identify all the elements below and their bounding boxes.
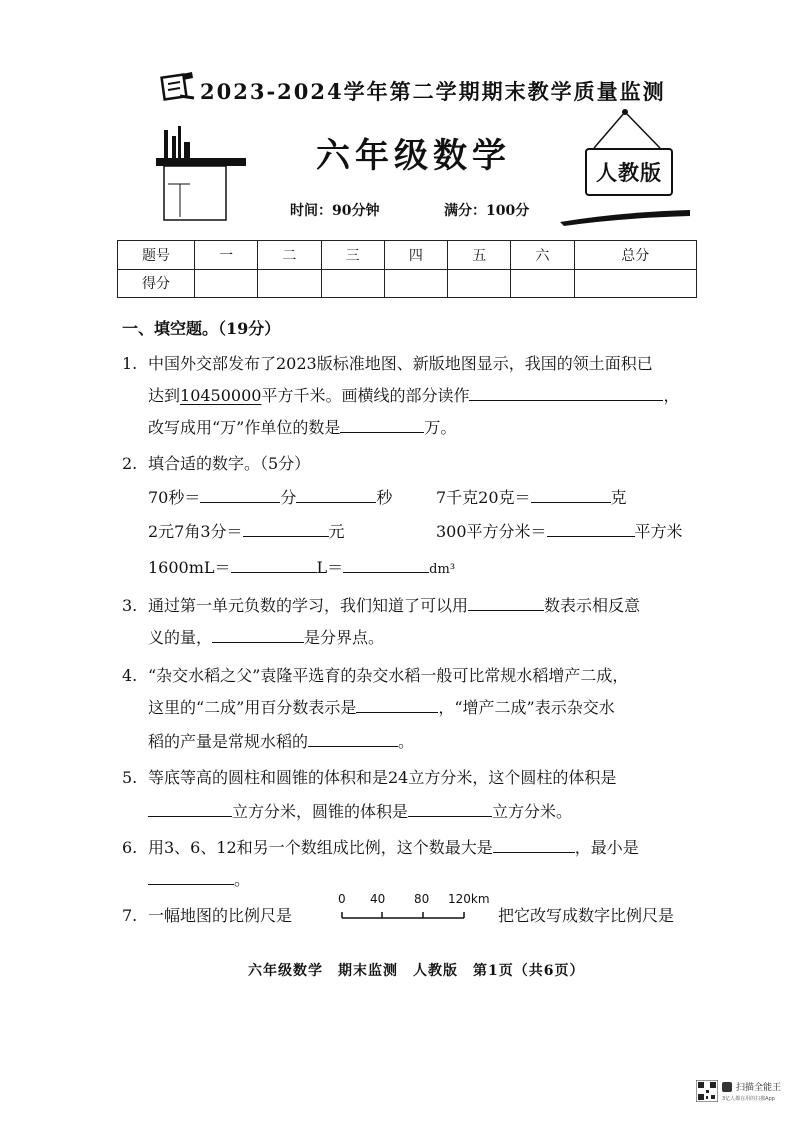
- question-text: [148, 726, 414, 758]
- answer-blank[interactable]: [308, 726, 398, 747]
- answer-blank[interactable]: [296, 482, 376, 503]
- text-fragment: L＝: [316, 558, 344, 577]
- text-fragment: 改写成用“万”作单位的数是: [148, 418, 341, 437]
- answer-blank[interactable]: [408, 796, 492, 817]
- text-fragment: 义的量，: [148, 628, 213, 647]
- text-fragment: 1600mL＝: [148, 558, 231, 577]
- scale-tick-label: 40: [370, 892, 386, 906]
- row-label-question-number: 题号: [118, 241, 195, 270]
- text-fragment: 这里的“二成”用百分数表示是: [148, 698, 357, 717]
- text-fragment: 平方千米。画横线的部分读作: [261, 386, 470, 405]
- score-cell[interactable]: [321, 269, 384, 298]
- text-fragment: 。: [398, 732, 415, 751]
- scale-ruler-line: [334, 908, 494, 922]
- answer-blank[interactable]: [469, 380, 663, 401]
- scale-tick-label: 0: [338, 892, 346, 906]
- text-fragment: 2元7角3分＝: [148, 522, 243, 541]
- column-header: 三: [321, 241, 384, 270]
- question-number: 4.: [122, 666, 138, 685]
- question-text: 中国外交部发布了2023版标准地图、新版地图显示，我国的领土面积已: [148, 354, 653, 373]
- score-cell[interactable]: [574, 269, 696, 298]
- question-text: 一幅地图的比例尺是: [148, 906, 293, 925]
- question-number: 1.: [122, 354, 138, 373]
- watermark-brand: 扫描全能王: [736, 1083, 782, 1093]
- score-cell[interactable]: [511, 269, 574, 298]
- answer-blank[interactable]: [148, 864, 234, 885]
- text-fragment: ，“增产二成”表示杂交水: [438, 698, 615, 717]
- question-number: 3.: [122, 596, 138, 615]
- line-scale-bar: [334, 892, 494, 926]
- score-cell[interactable]: [195, 269, 258, 298]
- subject-title: 六年级数学: [316, 136, 511, 176]
- text-fragment: 平方米: [634, 522, 683, 541]
- text-fragment: 达到: [148, 386, 181, 405]
- scale-tick-label: 80: [414, 892, 430, 906]
- text-fragment: 万。: [424, 418, 457, 437]
- question-text: [148, 552, 455, 586]
- question-number: 7.: [122, 906, 138, 925]
- table-row: [118, 269, 697, 298]
- answer-blank[interactable]: [468, 590, 544, 611]
- notebook-pencil-icon: [160, 70, 196, 102]
- answer-blank[interactable]: [531, 482, 611, 503]
- question-text: [148, 516, 345, 548]
- column-header: 二: [258, 241, 321, 270]
- page-footer: 六年级数学 期末监测 人教版 第1页（共6页）: [248, 963, 585, 979]
- column-header: 总分: [574, 241, 696, 270]
- text-fragment: 分: [280, 488, 297, 507]
- text-fragment: 立方分米，圆锥的体积是: [232, 802, 409, 821]
- score-table: [117, 240, 697, 298]
- answer-blank[interactable]: [212, 622, 304, 643]
- question-text: [148, 412, 456, 444]
- text-fragment: 7千克20克＝: [436, 488, 531, 507]
- column-header: 四: [384, 241, 447, 270]
- section-heading: 一、填空题。（19分）: [122, 319, 281, 338]
- text-fragment: 300平方分米＝: [436, 522, 547, 541]
- row-label-score: 得分: [118, 269, 195, 298]
- question-text: [148, 482, 392, 514]
- text-fragment: ，最小是: [574, 838, 639, 857]
- question-text: [436, 482, 627, 514]
- text-fragment: 元: [328, 522, 345, 541]
- question-number: 6.: [122, 838, 138, 857]
- question-text: [148, 864, 250, 896]
- text-fragment: 70秒＝: [148, 488, 201, 507]
- full-score: 满分：100分: [444, 203, 530, 219]
- question-text: [148, 796, 572, 828]
- text-fragment: 数表示相反意: [544, 596, 641, 615]
- question-text: [436, 516, 683, 548]
- answer-blank[interactable]: [493, 832, 575, 853]
- text-fragment: ，: [663, 386, 680, 405]
- text-fragment: dm³: [429, 562, 456, 577]
- exam-title: 2023-2024学年第二学期期末教学质量监测: [200, 79, 666, 104]
- question-text: [148, 380, 679, 412]
- text-fragment: 秒: [376, 488, 393, 507]
- column-header: 五: [448, 241, 511, 270]
- question-text: 填合适的数字。（5分）: [148, 454, 311, 473]
- decorative-swoosh: [560, 208, 690, 226]
- answer-blank[interactable]: [200, 482, 280, 503]
- text-fragment: 用3、6、12和另一个数组成比例，这个数最大是: [148, 838, 493, 857]
- question-number: 2.: [122, 454, 138, 473]
- question-text: 等底等高的圆柱和圆锥的体积和是24立方分米，这个圆柱的体积是: [148, 768, 617, 787]
- edition-badge: 人教版: [585, 148, 673, 196]
- score-cell[interactable]: [258, 269, 321, 298]
- answer-blank[interactable]: [148, 796, 232, 817]
- score-cell[interactable]: [448, 269, 511, 298]
- answer-blank[interactable]: [547, 516, 635, 537]
- question-number: 5.: [122, 768, 138, 787]
- score-cell[interactable]: [384, 269, 447, 298]
- exam-time: 时间：90分钟: [290, 203, 380, 219]
- text-fragment: 通过第一单元负数的学习，我们知道了可以用: [148, 596, 469, 615]
- text-fragment: 。: [234, 870, 251, 889]
- question-text: [148, 692, 615, 724]
- table-row: [118, 241, 697, 270]
- watermark-subtext: 3亿人都在用的扫描App: [722, 1096, 775, 1102]
- text-fragment: 克: [610, 488, 627, 507]
- question-text: [148, 832, 639, 864]
- question-text: 把它改写成数字比例尺是: [498, 906, 675, 925]
- text-fragment: 立方分米。: [492, 802, 573, 821]
- column-header: 六: [511, 241, 574, 270]
- text-fragment: 是分界点。: [304, 628, 385, 647]
- column-header: 一: [195, 241, 258, 270]
- answer-blank[interactable]: [340, 412, 424, 433]
- text-fragment: 稻的产量是常规水稻的: [148, 732, 309, 751]
- scanner-logo-icon: [722, 1082, 732, 1092]
- answer-blank[interactable]: [243, 516, 329, 537]
- question-text: “杂交水稻之父”袁隆平选育的杂交水稻一般可比常规水稻增产二成，: [148, 666, 629, 685]
- underlined-number: 10450000: [180, 386, 262, 405]
- scale-tick-label: 120km: [448, 892, 490, 906]
- desk-illustration: [150, 122, 250, 222]
- answer-blank[interactable]: [231, 552, 317, 573]
- question-text: [148, 622, 384, 654]
- answer-blank[interactable]: [343, 552, 429, 573]
- qr-code-icon: [696, 1080, 718, 1102]
- answer-blank[interactable]: [356, 692, 438, 713]
- question-text: [148, 590, 640, 622]
